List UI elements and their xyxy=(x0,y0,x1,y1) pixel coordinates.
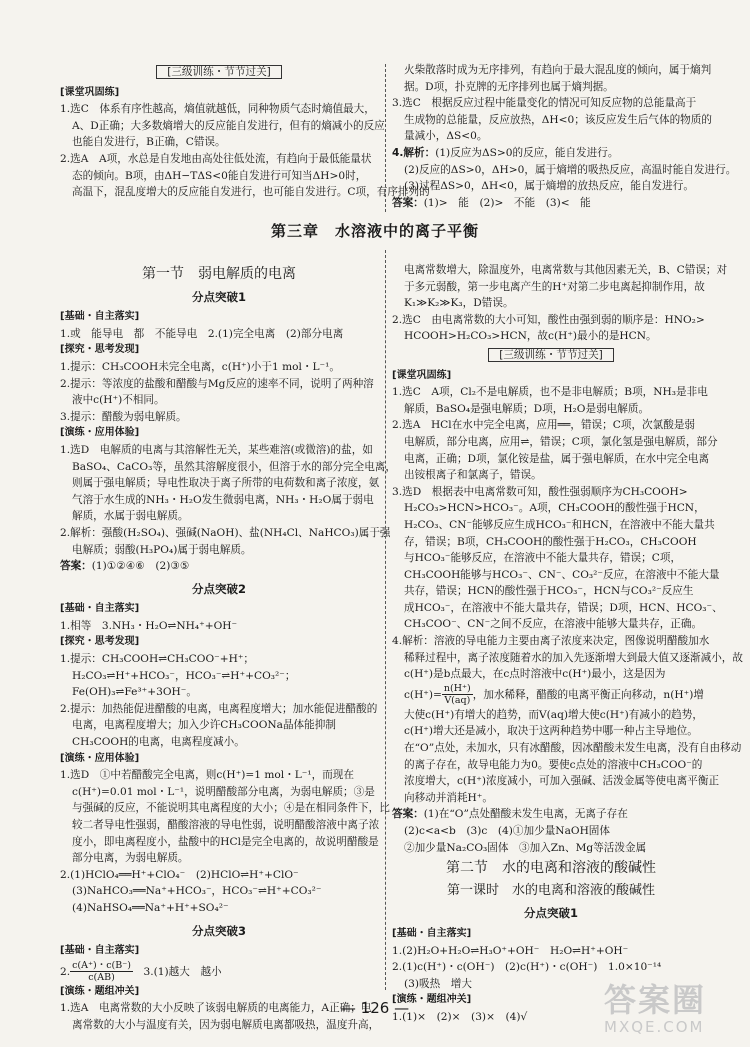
watermark-text: 答案圈 xyxy=(604,981,707,1019)
answer-line xyxy=(60,558,378,575)
answer-line xyxy=(392,145,710,162)
top-right-column xyxy=(392,62,737,211)
answer-continuation: 量减小，ΔS<0。 xyxy=(404,130,488,143)
column-divider-top xyxy=(385,64,386,212)
answer-line: 2.解析：强酸(H₂SO₄)、强碱(NaOH)、盐(NH₄Cl、NaHCO₃)属于强 xyxy=(60,526,391,539)
answer-continuation: H₂CO₃、CN⁻能够反应生成HCO₃⁻和HCN，在溶液中不能大量共 xyxy=(404,518,715,531)
answer-continuation: 火柴散落时成为无序排列，有趋向于最大混乱度的倾向，属于熵判 xyxy=(404,64,712,76)
answer-label: 答案： xyxy=(392,196,424,209)
answer-continuation: Fe(OH)₃⇌Fe³⁺+3OH⁻。 xyxy=(72,686,197,699)
answer-continuation: 存，错误；B项，CH₃COOH的酸性强于H₂CO₃，CH₃COOH xyxy=(404,535,697,548)
answer-line: 3.选D 根据表中电离常数可知，酸性强弱顺序为CH₃COOH> xyxy=(392,485,688,498)
answer-continuation: 高温下，混乱度增大的反应能自发进行，也可能自发进行。C项，有序排列的 xyxy=(72,186,430,199)
answer-continuation: 较二者导电性强弱，醋酸溶液的导电性弱，说明醋酸溶液中离子浓 xyxy=(72,819,380,831)
answer-line: 1.选C 体系有序性越高，熵值就越低，同种物质气态时熵值最大， xyxy=(60,103,375,116)
answer-continuation: 大使c(H⁺)有增大的趋势，而V(aq)增大使c(H⁺)有减小的趋势， xyxy=(404,708,703,721)
subsection-label: [基础・自主落实] xyxy=(60,603,140,615)
subsection-label: [演练・应用体验] xyxy=(60,752,140,764)
subsection-label: [基础・自主落实] xyxy=(392,927,472,939)
answer-continuation: 电解质；弱酸(H₃PO₄)属于弱电解质。 xyxy=(72,543,252,556)
answer-continuation: 解质，BaSO₄是强电解质；D项，H₂O是弱电解质。 xyxy=(404,402,650,415)
answer-line: 2.提示：加热能促进醋酸的电离，电离程度增大；加水能促进醋酸的 xyxy=(60,702,378,715)
answer-continuation: 浓度增大，c(H⁺)浓度减小，可加入强碱、活泼金属等使电离平衡正 xyxy=(404,775,720,788)
section-heading: 第一节 弱电解质的电离 xyxy=(142,266,296,282)
watermark-url: MXQE.COM xyxy=(604,1018,705,1036)
answer-continuation: 则属于强电解质；导电性取决于离子所带的电荷数和离子浓度，氨 xyxy=(72,477,380,490)
answer-continuation: 据。D项，扑克牌的无序排列也属于熵判据。 xyxy=(404,80,614,93)
answer-continuation: 解质，水属于弱电解质。 xyxy=(72,510,189,523)
point-heading: 分点突破3 xyxy=(191,923,246,938)
answer-continuation: BaSO₄、CaCO₃等，虽然其溶解度很小，但溶于水的部分完全电离， xyxy=(72,460,396,473)
answer-continuation: K₁≫K₂≫K₃，D错误。 xyxy=(404,297,514,310)
answer-line: 2.选C 由电离常数的大小可知，酸性由强到弱的顺序是：HNO₂> xyxy=(392,313,705,326)
answer-line: 2.(1)HClO₄══H⁺+ClO₄⁻ (2)HClO⇌H⁺+ClO⁻ xyxy=(60,868,299,881)
answer-continuation: 离常数的大小与温度有关，因为弱电解质电离都吸热，温度升高， xyxy=(72,1018,380,1031)
subsection-label: [基础・自主落实] xyxy=(60,311,140,323)
answer-continuation: 向移动并消耗H⁺。 xyxy=(404,791,493,804)
answer-continuation: (2)c<a<b (3)c (4)①加少量NaOH固体 xyxy=(404,825,610,837)
answer-line: 2.(1)c(H⁺)・c(OH⁻) (2)c(H⁺)・c(OH⁻) 1.0×10⁻¹⁴ xyxy=(392,961,662,974)
answer-continuation: 也能自发进行，B正确，C错误。 xyxy=(72,136,226,149)
answer-continuation: (4)NaHSO₄══Na⁺+H⁺+SO₄²⁻ xyxy=(72,901,229,914)
subsection-label: [探究・思考发现] xyxy=(60,344,140,356)
answer-line: 4.解析：溶液的导电能力主要由离子浓度来决定，图像说明醋酸加水 xyxy=(392,635,710,648)
answer-continuation: (3)NaHCO₃══Na⁺+HCO₃⁻，HCO₃⁻⇌H⁺+CO₃²⁻ xyxy=(72,885,322,898)
answer-continuation: 稀释过程中，离子浓度随着水的加入先逐渐增大到最大值又逐渐减小，故 xyxy=(404,651,743,664)
answer-line: 1.选D 电解质的电离与其溶解性无关，某些难溶(或微溶)的盐，如 xyxy=(60,443,373,456)
answer-continuation: H₂CO₃>HCN>HCO₃⁻。A项，CH₃COOH的酸性强于HCN， xyxy=(404,502,705,515)
answer-continuation: 气溶于水生成的NH₃・H₂O发生微弱电离，NH₃・H₂O属于弱电 xyxy=(72,493,374,506)
answer-continuation: HCOOH>H₂CO₃>HCN，故c(H⁺)最小的是HCN。 xyxy=(404,330,657,343)
answer-line: 3.提示：醋酸为弱电解质。 xyxy=(60,410,187,423)
point-heading: 分点突破2 xyxy=(191,581,246,596)
answer-continuation: 于多元弱酸，第一步电离产生的H⁺对第二步电离起抑制作用，故 xyxy=(404,280,705,293)
answer-line: 1.选A 电离常数的大小反映了该弱电解质的电离能力，A正确；电 xyxy=(60,1002,372,1015)
answer-continuation: 的离子存在，故导电能力为0。要使c点处的溶液中CH₃COO⁻的 xyxy=(404,758,703,771)
answer-continuation: 生成物的总能量，反应放热，ΔH<0；该反应发生后气体的物质的 xyxy=(404,113,712,126)
answer-continuation: c(H⁺)=0.01 mol・L⁻¹，说明醋酸部分电离，为弱电解质；③是 xyxy=(72,785,375,798)
page-number: — 126 — xyxy=(340,999,410,1017)
lesson-heading: 第一课时 水的电离和溶液的酸碱性 xyxy=(446,882,655,898)
answer-continuation: (3)吸热 增大 xyxy=(404,977,472,990)
answer-continuation: CH₃COOH的电离，电离程度减小。 xyxy=(72,736,245,749)
answer-continuation: 电离常数增大，除温度外，电离常数与其他因素无关，B、C错误；对 xyxy=(404,264,728,276)
formula-prefix: 2. xyxy=(60,965,71,978)
answer-line: 1.选D ①中若醋酸完全电离，则c(H⁺)=1 mol・L⁻¹，而现在 xyxy=(60,769,354,782)
answer-line: 1.(1)× (2)× (3)× (4)√ xyxy=(392,1010,528,1023)
answer-line: 1.(2)H₂O+H₂O⇌H₃O⁺+OH⁻ H₂O⇌H⁺+OH⁻ xyxy=(392,944,629,957)
formula-line xyxy=(392,683,710,707)
fraction-numerator: n(H⁺) xyxy=(443,683,471,695)
answer-text: (1)在“O”点处醋酸未发生电离，无离子存在 xyxy=(423,808,628,821)
section-box-title xyxy=(60,64,378,81)
subsection-label: [演练・应用体验] xyxy=(60,427,140,439)
point-heading: 分点突破1 xyxy=(523,906,578,921)
section-heading: 第二节 水的电离和溶液的酸碱性 xyxy=(446,860,656,877)
subsection-label: [课堂巩固练] xyxy=(392,369,452,381)
formula-prefix: c(H⁺)= xyxy=(404,688,442,701)
chapter-title: 第三章 水溶液中的离子平衡 xyxy=(270,222,479,240)
answer-text: (1)①②④⑥ (2)③⑤ xyxy=(91,560,190,573)
answer-continuation: 度小，即电离程度小，盐酸中的HCl是完全电离的，故说明醋酸是 xyxy=(72,835,379,848)
answer-label: 答案： xyxy=(60,560,92,573)
subsection-label: [演练・题组冲关] xyxy=(60,985,140,997)
formula-line xyxy=(60,960,378,984)
answer-text: (1)反应为ΔS>0的反应，能自发进行。 xyxy=(435,146,619,159)
answer-continuation: 与强碱的反应，不能说明其电离程度的大小；④是在相同条件下，比 xyxy=(72,802,390,815)
subsection-label: [基础・自主落实] xyxy=(60,945,140,957)
answer-line: 1.提示：CH₃COOH未完全电离，c(H⁺)小于1 mol・L⁻¹。 xyxy=(60,360,340,373)
answer-continuation: CH₃COO⁻、CN⁻之间不反应，在溶液中能够大量共存，正确。 xyxy=(404,618,703,631)
subsection-label: [演练・题组冲关] xyxy=(392,994,472,1006)
fraction xyxy=(442,683,473,706)
answer-continuation: 态的倾向。B项，由ΔH−TΔS<0能自发进行可知当ΔH>0时， xyxy=(72,169,367,182)
answer-continuation: A、D正确；大多数熵增大的反应能自发进行，但有的熵减小的反应 xyxy=(72,119,385,132)
fraction-denominator: V(aq) xyxy=(444,695,471,707)
answer-line: 1.或 能导电 都 不能导电 2.(1)完全电离 (2)部分电离 xyxy=(60,327,344,340)
answer-line: 2.选A A项，水总是自发地由高处往低处流，有趋向于最低能量状 xyxy=(60,152,372,165)
answer-continuation: 电离，电离程度增大；加入少许CH₃COONa晶体能抑制 xyxy=(72,719,336,732)
formula-suffix: ，加水稀释，醋酸的电离平衡正向移动，n(H⁺)增 xyxy=(472,688,704,701)
box-title-text: [三级训练・节节过关] xyxy=(488,348,614,362)
answer-continuation: 液中c(H⁺)不相同。 xyxy=(72,394,165,407)
answer-line: 3.选C 根据反应过程中能量变化的情况可知反应物的总能量高于 xyxy=(392,97,697,110)
fraction xyxy=(70,960,133,983)
column-divider-main xyxy=(385,250,386,990)
answer-line xyxy=(392,195,710,212)
formula-suffix: 3.(1)越大 越小 xyxy=(132,965,222,978)
answer-continuation: CH₃COOH能够与HCO₃⁻、CN⁻、CO₃²⁻反应，在溶液中不能大量 xyxy=(404,568,720,581)
answer-continuation: c(H⁺)是b点最大，在c点时溶液中c(H⁺)最小，这是因为 xyxy=(404,668,666,681)
answer-continuation: 电离，正确；D项，氯化铵是盐，属于强电解质，在水中完全电离 xyxy=(404,452,710,465)
subsection-label: [课堂巩固练] xyxy=(60,86,120,98)
answer-line: 1.相等 3.NH₃・H₂O⇌NH₄⁺+OH⁻ xyxy=(60,619,238,632)
answer-continuation: 出铵根离子和氯离子，错误。 xyxy=(404,469,542,482)
answer-line: 1.选C A项，Cl₂不是电解质，也不是非电解质；B项，NH₃是非电 xyxy=(392,386,708,399)
section-box-title xyxy=(392,347,710,364)
answer-continuation: ②加少量Na₂CO₃固体 ③加入Zn、Mg等活泼金属 xyxy=(404,841,647,854)
point-heading: 分点突破1 xyxy=(191,289,246,304)
answer-continuation: 部分电离，为弱电解质。 xyxy=(72,852,189,865)
answer-line xyxy=(392,806,710,823)
answer-continuation: H₂CO₃⇌H⁺+HCO₃⁻，HCO₃⁻⇌H⁺+CO₃²⁻； xyxy=(72,669,296,682)
answer-continuation: 在“O”点处，未加水，只有冰醋酸，因冰醋酸未发生电离，没有自由移动 xyxy=(404,742,742,755)
answer-continuation: 共存，错误；HCN的酸性强于HCO₃⁻，HCN与CO₃²⁻反应生 xyxy=(404,585,694,598)
answer-label: 4.解析： xyxy=(392,146,436,159)
left-column xyxy=(60,262,396,1034)
box-title-text: [三级训练・节节过关] xyxy=(156,65,282,79)
fraction-denominator: c(AB) xyxy=(88,972,115,984)
answer-continuation: 成HCO₃⁻，在溶液中不能大量共存，错误；D项，HCN、HCO₃⁻、 xyxy=(404,601,723,614)
answer-line: 2.选A HCl在水中完全电离，应用══，错误；C项，次氯酸是弱 xyxy=(392,419,696,432)
watermark-logo xyxy=(604,982,734,1042)
answer-continuation: c(H⁺)增大还是减小，取决于这两种趋势中哪一种占主导地位。 xyxy=(404,725,698,738)
answer-label: 答案： xyxy=(392,808,424,821)
fraction-numerator: c(A⁺)・c(B⁻) xyxy=(72,960,131,972)
answer-continuation: 电解质，部分电离，应用⇌，错误；C项，氯化氢是强电解质，部分 xyxy=(404,435,718,448)
answer-continuation: (2)反应的ΔS>0，ΔH>0，属于熵增的吸热反应，高温时能自发进行。 xyxy=(404,163,737,176)
subsection-label: [探究・思考发现] xyxy=(60,636,140,648)
answer-text: (1)> 能 (2)> 不能 (3)< 能 xyxy=(423,196,591,209)
answer-continuation: 与HCO₃⁻能够反应，在溶液中不能大量共存，错误；C项， xyxy=(404,552,682,565)
answer-continuation: (3)过程ΔS>0，ΔH<0，属于熵增的放热反应，能自发进行。 xyxy=(404,180,694,193)
answer-line: 2.提示：等浓度的盐酸和醋酸与Mg反应的速率不同，说明了两种溶 xyxy=(60,377,374,390)
right-column xyxy=(392,262,743,1026)
answer-line: 1.提示：CH₃COOH⇌CH₃COO⁻+H⁺； xyxy=(60,653,255,666)
